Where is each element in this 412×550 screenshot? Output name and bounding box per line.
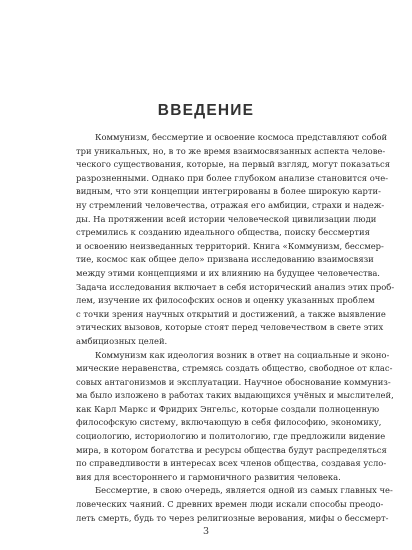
text-line: между этими концепциями и их влиянию на будущее человечества. xyxy=(76,267,380,278)
text-line: ловеческих чаяний. С древних времен люди искали способы преодо- xyxy=(76,499,384,510)
text-line: с точки зрения научных открытий и достижений, а также выявление xyxy=(76,308,386,319)
text-line: философскую систему, включающую в себя философию, экономику, xyxy=(76,417,382,428)
text-line: разрозненными. Однако при более глубоком анализе становится оче- xyxy=(76,172,389,183)
text-line: этических вызовов, которые стоят перед человечеством в свете этих xyxy=(76,322,384,333)
text-line: амбициозных целей. xyxy=(76,335,168,346)
text-line: Коммунизм как идеология возник в ответ на социальные и эконо- xyxy=(95,349,390,360)
text-line: ческого существования, которые, на первый взгляд, могут показаться xyxy=(76,159,390,170)
chapter-body xyxy=(76,131,395,525)
paragraph-2 xyxy=(76,349,394,485)
text-line: ну стремлений человечества, отражая его амбиции, страхи и надеж- xyxy=(76,199,385,210)
text-line: мира, в котором богатства и ресурсы общества будут распределяться xyxy=(76,444,387,455)
text-line: совых антагонизмов и эксплуатации. Научное обоснование коммуниз- xyxy=(76,376,391,387)
text-line: Коммунизм, бессмертие и освоение космоса представляют собой xyxy=(95,132,388,142)
text-line: видным, что эти концепции интегрированы в более широкую карти- xyxy=(76,186,381,197)
text-line: как Карл Маркс и Фридрих Энгельс, которые создали полноценную xyxy=(76,403,380,414)
chapter-title: ВВЕДЕНИЕ xyxy=(157,102,255,119)
text-line: социологию, историологию и политологию, где предложили видение xyxy=(76,431,386,442)
paragraph-3 xyxy=(76,484,393,525)
text-line: Бессмертие, в свою очередь, является одной из самых главных че- xyxy=(95,485,393,496)
text-line: стремились к созданию идеального общества, поиску бессмертия xyxy=(76,227,370,238)
text-line: и освоению неизведанных территорий. Книга «Коммунизм, бессмер- xyxy=(76,240,384,251)
text-line: лем, изучение их философских основ и оценку указанных проблем xyxy=(76,295,375,306)
text-line: ма было изложено в работах таких выдающихся учёных и мыслителей, xyxy=(76,390,394,401)
text-line: вия для всестороннего и гармоничного развития человека. xyxy=(76,471,341,482)
text-line: мические неравенства, стремясь создать общество, свободное от клас- xyxy=(76,363,393,374)
text-line: по справедливости в интересах всех членов общества, создавая усло- xyxy=(76,458,387,469)
text-line: леть смерть, будь то через религиозные верования, мифы о бессмерт- xyxy=(76,512,389,523)
paragraph-1 xyxy=(76,131,395,349)
text-line: ды. На протяжении всей истории человеческой цивилизации люди xyxy=(76,213,377,224)
text-line: тие, космос как общее дело» призвана исследованию взаимосвязи xyxy=(76,254,374,265)
text-line: три уникальных, но, в то же время взаимосвязанных аспекта челове- xyxy=(76,145,386,156)
page-number: 3 xyxy=(202,526,210,537)
text-line: Задача исследования включает в себя исторический анализ этих проб- xyxy=(76,281,395,292)
